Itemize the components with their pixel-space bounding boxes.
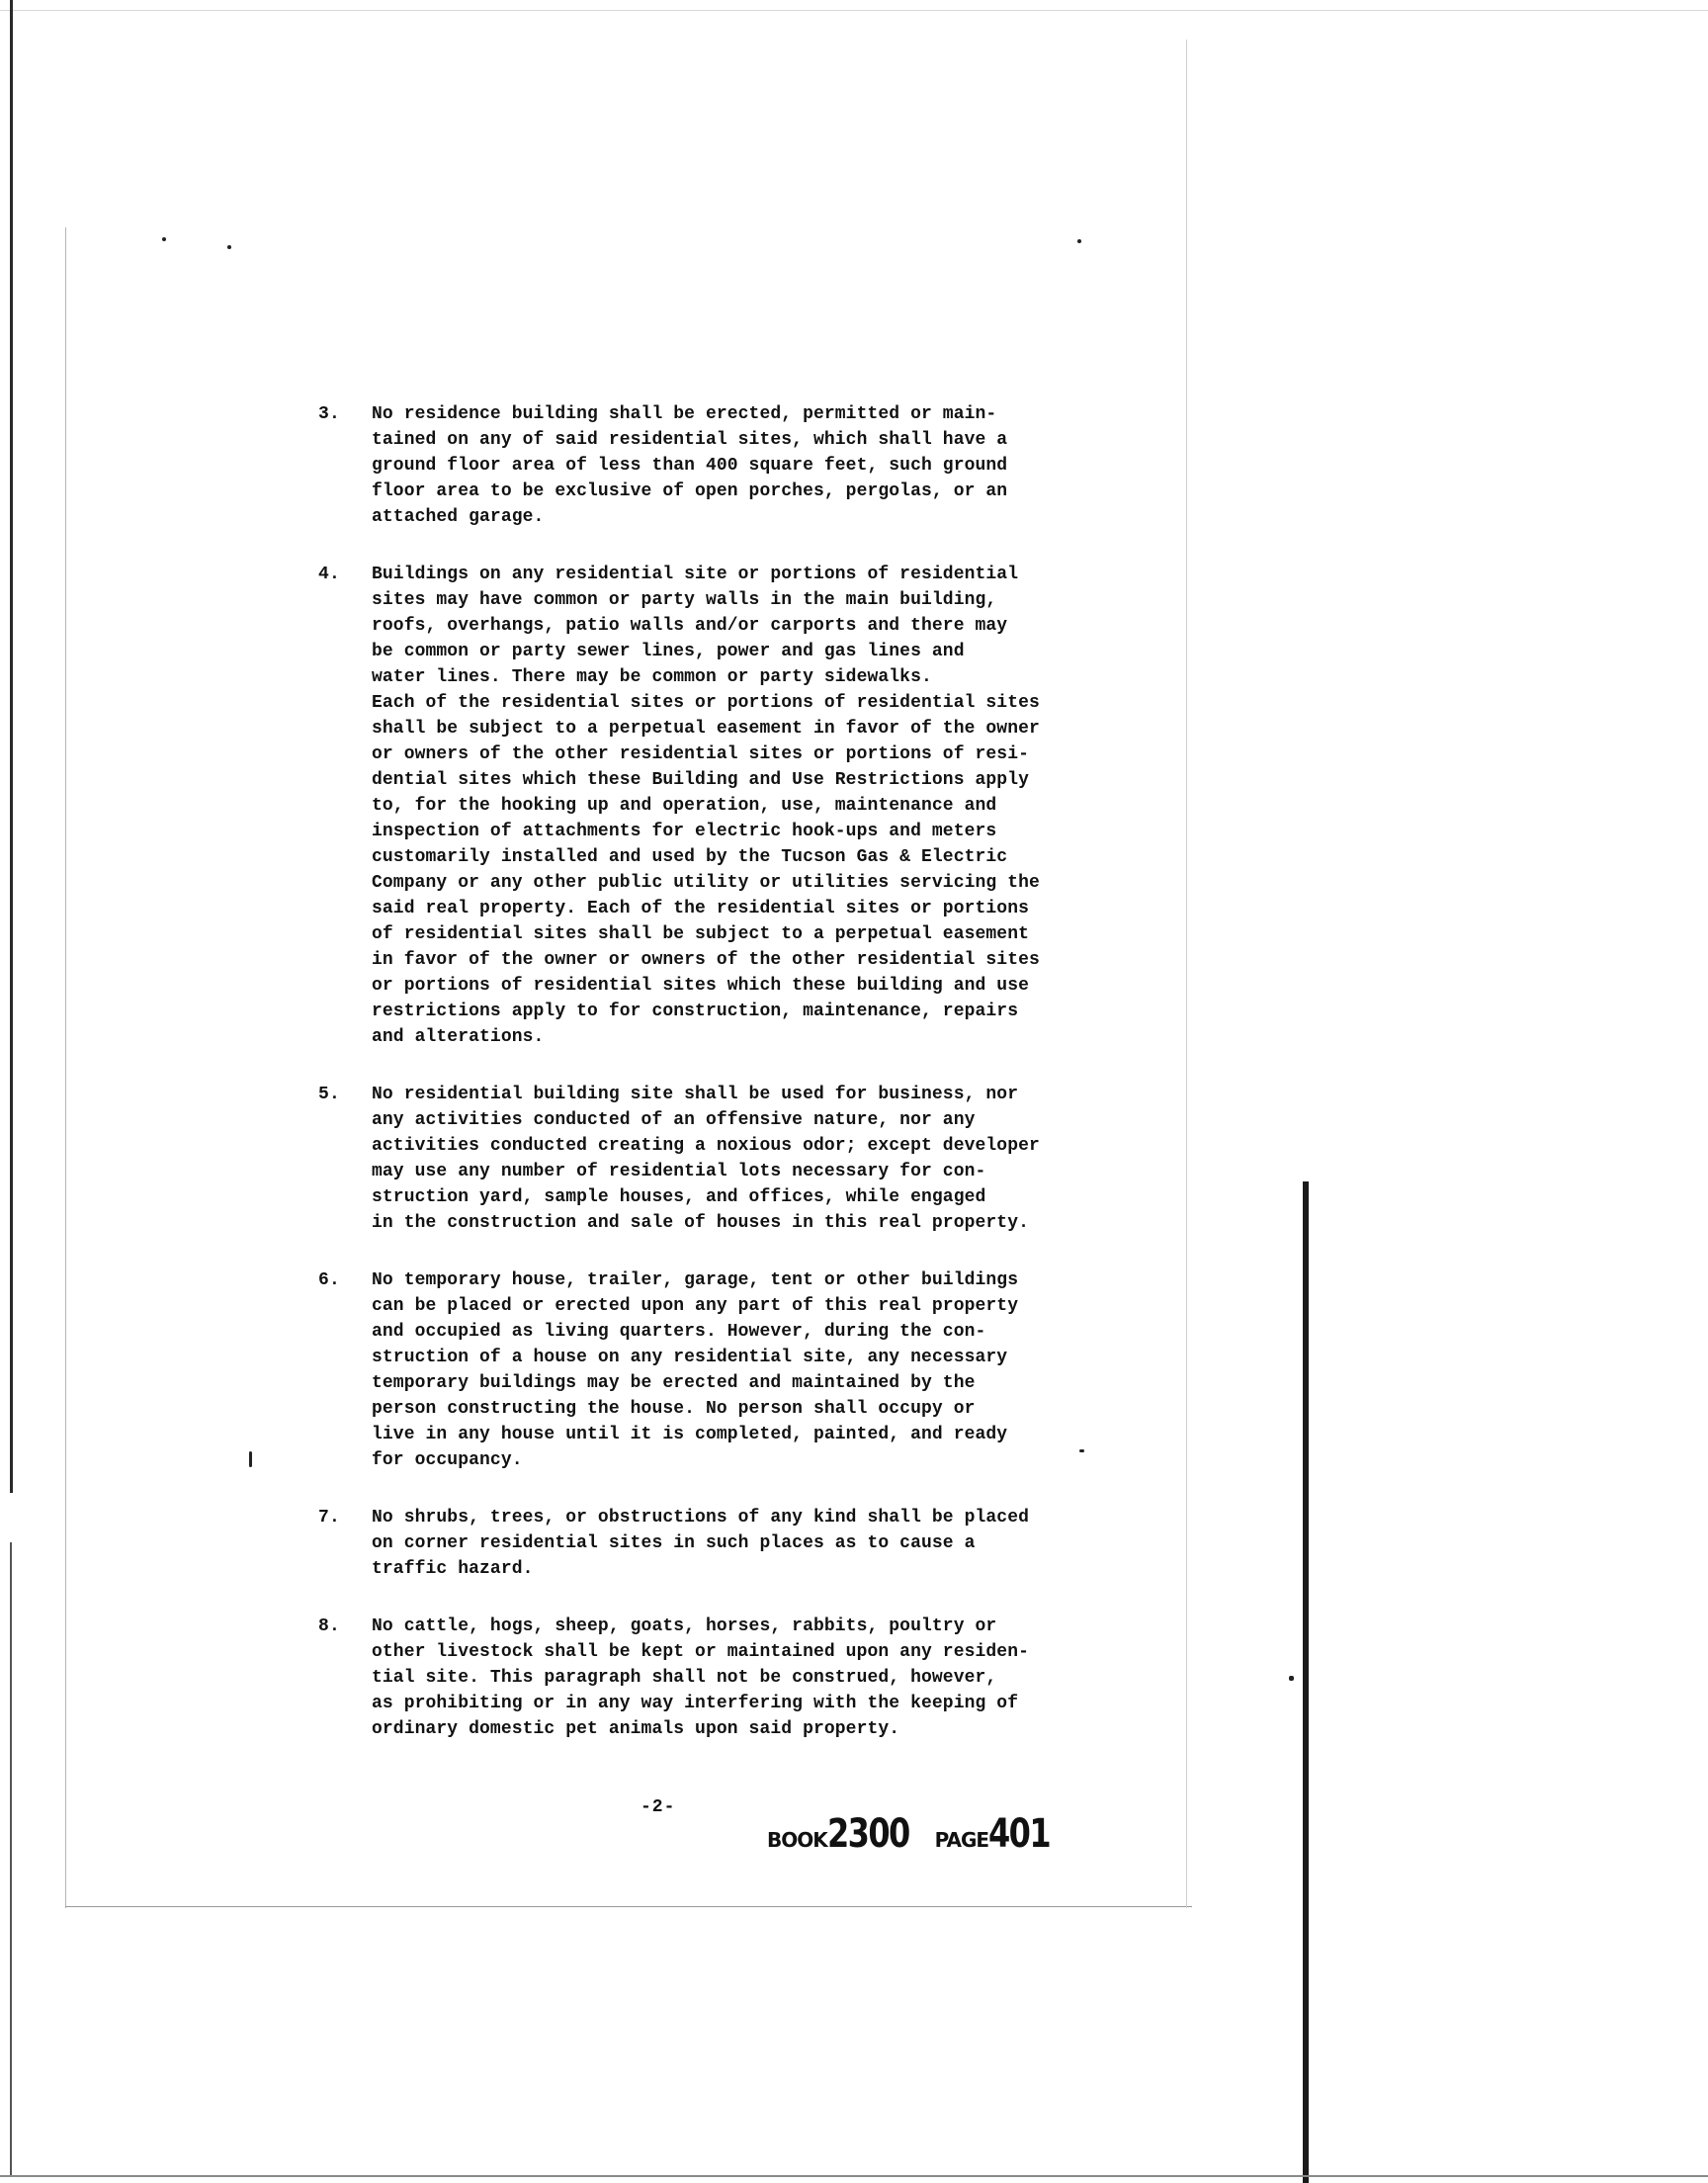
- text-line: Each of the residential sites or portions of residential sites: [372, 693, 1040, 713]
- scan-speck: [162, 237, 166, 241]
- stamp-book-number: 2300: [826, 1811, 909, 1857]
- text-line: in the construction and sale of houses in this real property.: [372, 1213, 1030, 1233]
- text-line: and alterations.: [372, 1027, 545, 1047]
- text-line: Company or any other public utility or utilities servicing the: [372, 873, 1040, 893]
- text-line: customarily installed and used by the Tucson Gas & Electric: [372, 847, 1008, 867]
- text-line: in favor of the owner or owners of the other residential sites: [372, 950, 1040, 970]
- text-line: ordinary domestic pet animals upon said property.: [372, 1719, 900, 1739]
- paragraph-4: [318, 562, 1109, 1050]
- paragraph-text: [372, 1267, 1109, 1473]
- paragraph-text: [372, 562, 1109, 1050]
- text-line: traffic hazard.: [372, 1559, 534, 1579]
- text-line: struction of a house on any residential site, any necessary: [372, 1348, 1008, 1367]
- text-line: person constructing the house. No person shall occupy or: [372, 1399, 976, 1419]
- text-line: sites may have common or party walls in the main building,: [372, 590, 997, 610]
- text-line: inspection of attachments for electric hook-ups and meters: [372, 822, 997, 841]
- text-line: No shrubs, trees, or obstructions of any kind shall be placed: [372, 1508, 1030, 1528]
- text-line: roofs, overhangs, patio walls and/or carports and there may: [372, 616, 1008, 636]
- paragraph-number: 8.: [318, 1616, 341, 1636]
- text-line: No residence building shall be erected, permitted or main-: [372, 404, 997, 424]
- paragraph-number: 3.: [318, 404, 341, 424]
- paragraph-8: [318, 1614, 1109, 1742]
- paragraph-3: [318, 401, 1109, 530]
- text-line: No cattle, hogs, sheep, goats, horses, rabbits, poultry or: [372, 1616, 997, 1636]
- text-line: to, for the hooking up and operation, use, maintenance and: [372, 796, 997, 816]
- paragraph-number: 7.: [318, 1508, 341, 1528]
- text-line: No temporary house, trailer, garage, tent or other buildings: [372, 1270, 1019, 1290]
- stamp-book-label: BOOK: [767, 1828, 827, 1852]
- text-line: tained on any of said residential sites, which shall have a: [372, 430, 1008, 450]
- scan-speck: [1289, 1676, 1294, 1681]
- page-number: -2-: [640, 1797, 676, 1817]
- page-frame-left: [65, 227, 66, 1908]
- text-line: or owners of the other residential sites or portions of resi-: [372, 744, 1030, 764]
- stamp-page-number: 401: [988, 1811, 1051, 1857]
- text-line: may use any number of residential lots necessary for con-: [372, 1162, 986, 1181]
- text-line: and occupied as living quarters. However, during the con-: [372, 1322, 986, 1342]
- paragraph-text: [372, 401, 1109, 530]
- text-line: dential sites which these Building and Use Restrictions apply: [372, 770, 1030, 790]
- text-line: shall be subject to a perpetual easement in favor of the owner: [372, 719, 1040, 739]
- text-line: restrictions apply to for construction, maintenance, repairs: [372, 1002, 1019, 1021]
- page-frame-right: [1186, 40, 1187, 1908]
- text-line: be common or party sewer lines, power and gas lines and: [372, 642, 965, 661]
- document-body: [318, 401, 1109, 1774]
- text-line: said real property. Each of the residential sites or portions: [372, 899, 1030, 918]
- text-line: tial site. This paragraph shall not be construed, however,: [372, 1668, 997, 1688]
- text-line: struction yard, sample houses, and offices, while engaged: [372, 1187, 986, 1207]
- stamp-page-label: PAGE: [934, 1828, 989, 1852]
- text-line: water lines. There may be common or party sidewalks.: [372, 667, 932, 687]
- scan-speck: [249, 1451, 252, 1467]
- text-line: other livestock shall be kept or maintained upon any residen-: [372, 1642, 1030, 1662]
- text-line: activities conducted creating a noxious odor; except developer: [372, 1136, 1040, 1156]
- paragraph-7: [318, 1505, 1109, 1582]
- recording-stamp: [767, 1811, 1066, 1857]
- paragraph-number: 6.: [318, 1270, 341, 1290]
- text-line: for occupancy.: [372, 1450, 523, 1470]
- page-frame-bottom: [65, 1906, 1192, 1907]
- text-line: temporary buildings may be erected and maintained by the: [372, 1373, 976, 1393]
- text-line: attached garage.: [372, 507, 545, 527]
- scan-speck: [227, 245, 231, 249]
- scan-top-edge: [0, 10, 1708, 11]
- text-line: can be placed or erected upon any part of this real property: [372, 1296, 1019, 1316]
- text-line: ground floor area of less than 400 square feet, such ground: [372, 456, 1008, 476]
- paragraph-text: [372, 1614, 1109, 1742]
- paragraph-6: [318, 1267, 1109, 1473]
- paragraph-number: 4.: [318, 565, 341, 584]
- text-line: Buildings on any residential site or portions of residential: [372, 565, 1019, 584]
- scan-left-edge-lower: [10, 1542, 12, 2175]
- paragraph-5: [318, 1082, 1109, 1236]
- scan-bottom-edge: [0, 2175, 1708, 2177]
- paragraph-number: 5.: [318, 1085, 341, 1104]
- paragraph-text: [372, 1505, 1109, 1582]
- text-line: on corner residential sites in such places as to cause a: [372, 1533, 976, 1553]
- text-line: any activities conducted of an offensive nature, nor any: [372, 1110, 976, 1130]
- scan-left-edge: [10, 0, 13, 1493]
- text-line: floor area to be exclusive of open porches, pergolas, or an: [372, 481, 1008, 501]
- text-line: of residential sites shall be subject to a perpetual easement: [372, 924, 1030, 944]
- text-line: No residential building site shall be used for business, nor: [372, 1085, 1019, 1104]
- scan-right-bar: [1303, 1181, 1309, 2183]
- paragraph-text: [372, 1082, 1109, 1236]
- scan-speck: [1077, 239, 1081, 243]
- text-line: as prohibiting or in any way interfering with the keeping of: [372, 1694, 1019, 1713]
- text-line: live in any house until it is completed, painted, and ready: [372, 1425, 1008, 1444]
- text-line: or portions of residential sites which these building and use: [372, 976, 1030, 996]
